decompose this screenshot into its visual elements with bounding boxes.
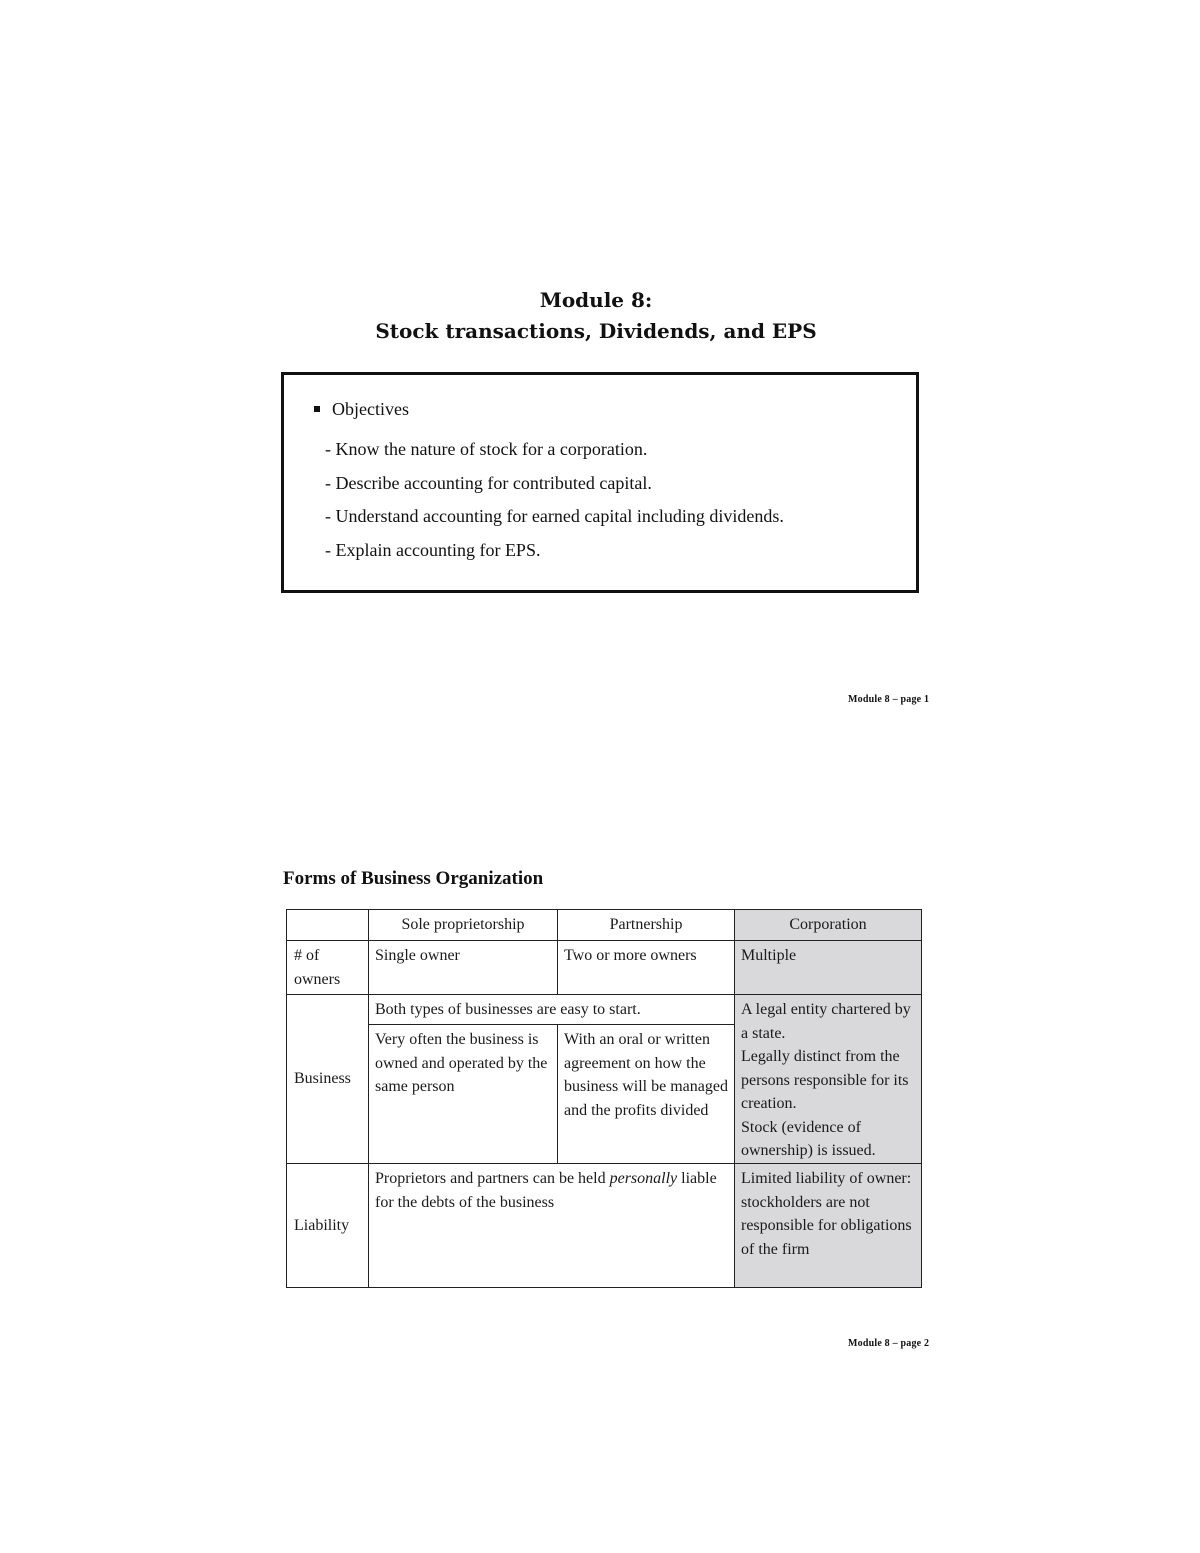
business-forms-table [286,909,922,1288]
header-corporation: Corporation [735,910,922,941]
page-footer-1: Module 8 – page 1 [848,694,930,705]
liability-text-end: liable for the debts of the business [375,1170,717,1211]
objectives-heading [314,397,409,421]
cell-owners-partnership: Two or more owners [558,941,735,995]
table-row-business [287,995,922,1025]
module-subtitle: Stock transactions, Dividends, and EPS [375,319,817,343]
liability-text-start: Proprietors and partners can be held [375,1170,610,1187]
objective-item: - Know the nature of stock for a corporation. [325,439,648,459]
corporation-liability-line: Limited liability of owner: [741,1170,912,1187]
cell-business-shared: Both types of businesses are easy to start. [369,995,735,1025]
row-label-owners: # of owners [287,941,369,995]
cell-liability-corporation [735,1164,922,1288]
objectives-list [325,437,784,571]
objectives-box [281,372,919,593]
cell-owners-sole: Single owner [369,941,558,995]
page-footer-2: Module 8 – page 2 [848,1338,930,1349]
cell-owners-corporation: Multiple [735,941,922,995]
module-title: Module 8: [539,288,653,312]
corporation-liability-line: stockholders are not responsible for obligations of the firm [741,1193,912,1258]
cell-business-sole: Very often the business is owned and operated by the same person [369,1025,558,1164]
header-empty-cell [287,910,369,941]
table-row-liability [287,1164,922,1288]
objectives-heading-text: Objectives [332,399,409,419]
objective-item: - Understand accounting for earned capital including dividends. [325,506,784,526]
row-label-liability: Liability [287,1164,369,1288]
table-header-row [287,910,922,941]
objective-item: - Explain accounting for EPS. [325,539,541,560]
table-row-owners [287,941,922,995]
objective-item: - Describe accounting for contributed capital. [325,472,652,493]
corporation-business-line: Stock (evidence of ownership) is issued. [741,1118,876,1159]
header-partnership: Partnership [558,910,735,941]
liability-emphasis: personally [609,1170,678,1187]
row-label-business: Business [287,995,369,1164]
corporation-business-line: A legal entity chartered by a state. [741,1001,911,1042]
cell-business-corporation [735,995,922,1164]
section-heading: Forms of Business Organization [283,868,544,889]
square-bullet-icon [314,406,320,412]
corporation-business-line: Legally distinct from the persons responsible for its creation. [741,1048,909,1112]
cell-business-partnership: With an oral or written agreement on how the business will be managed and the profits divided [558,1025,735,1164]
cell-liability-shared [369,1164,735,1288]
header-sole-proprietorship: Sole proprietorship [369,910,558,941]
